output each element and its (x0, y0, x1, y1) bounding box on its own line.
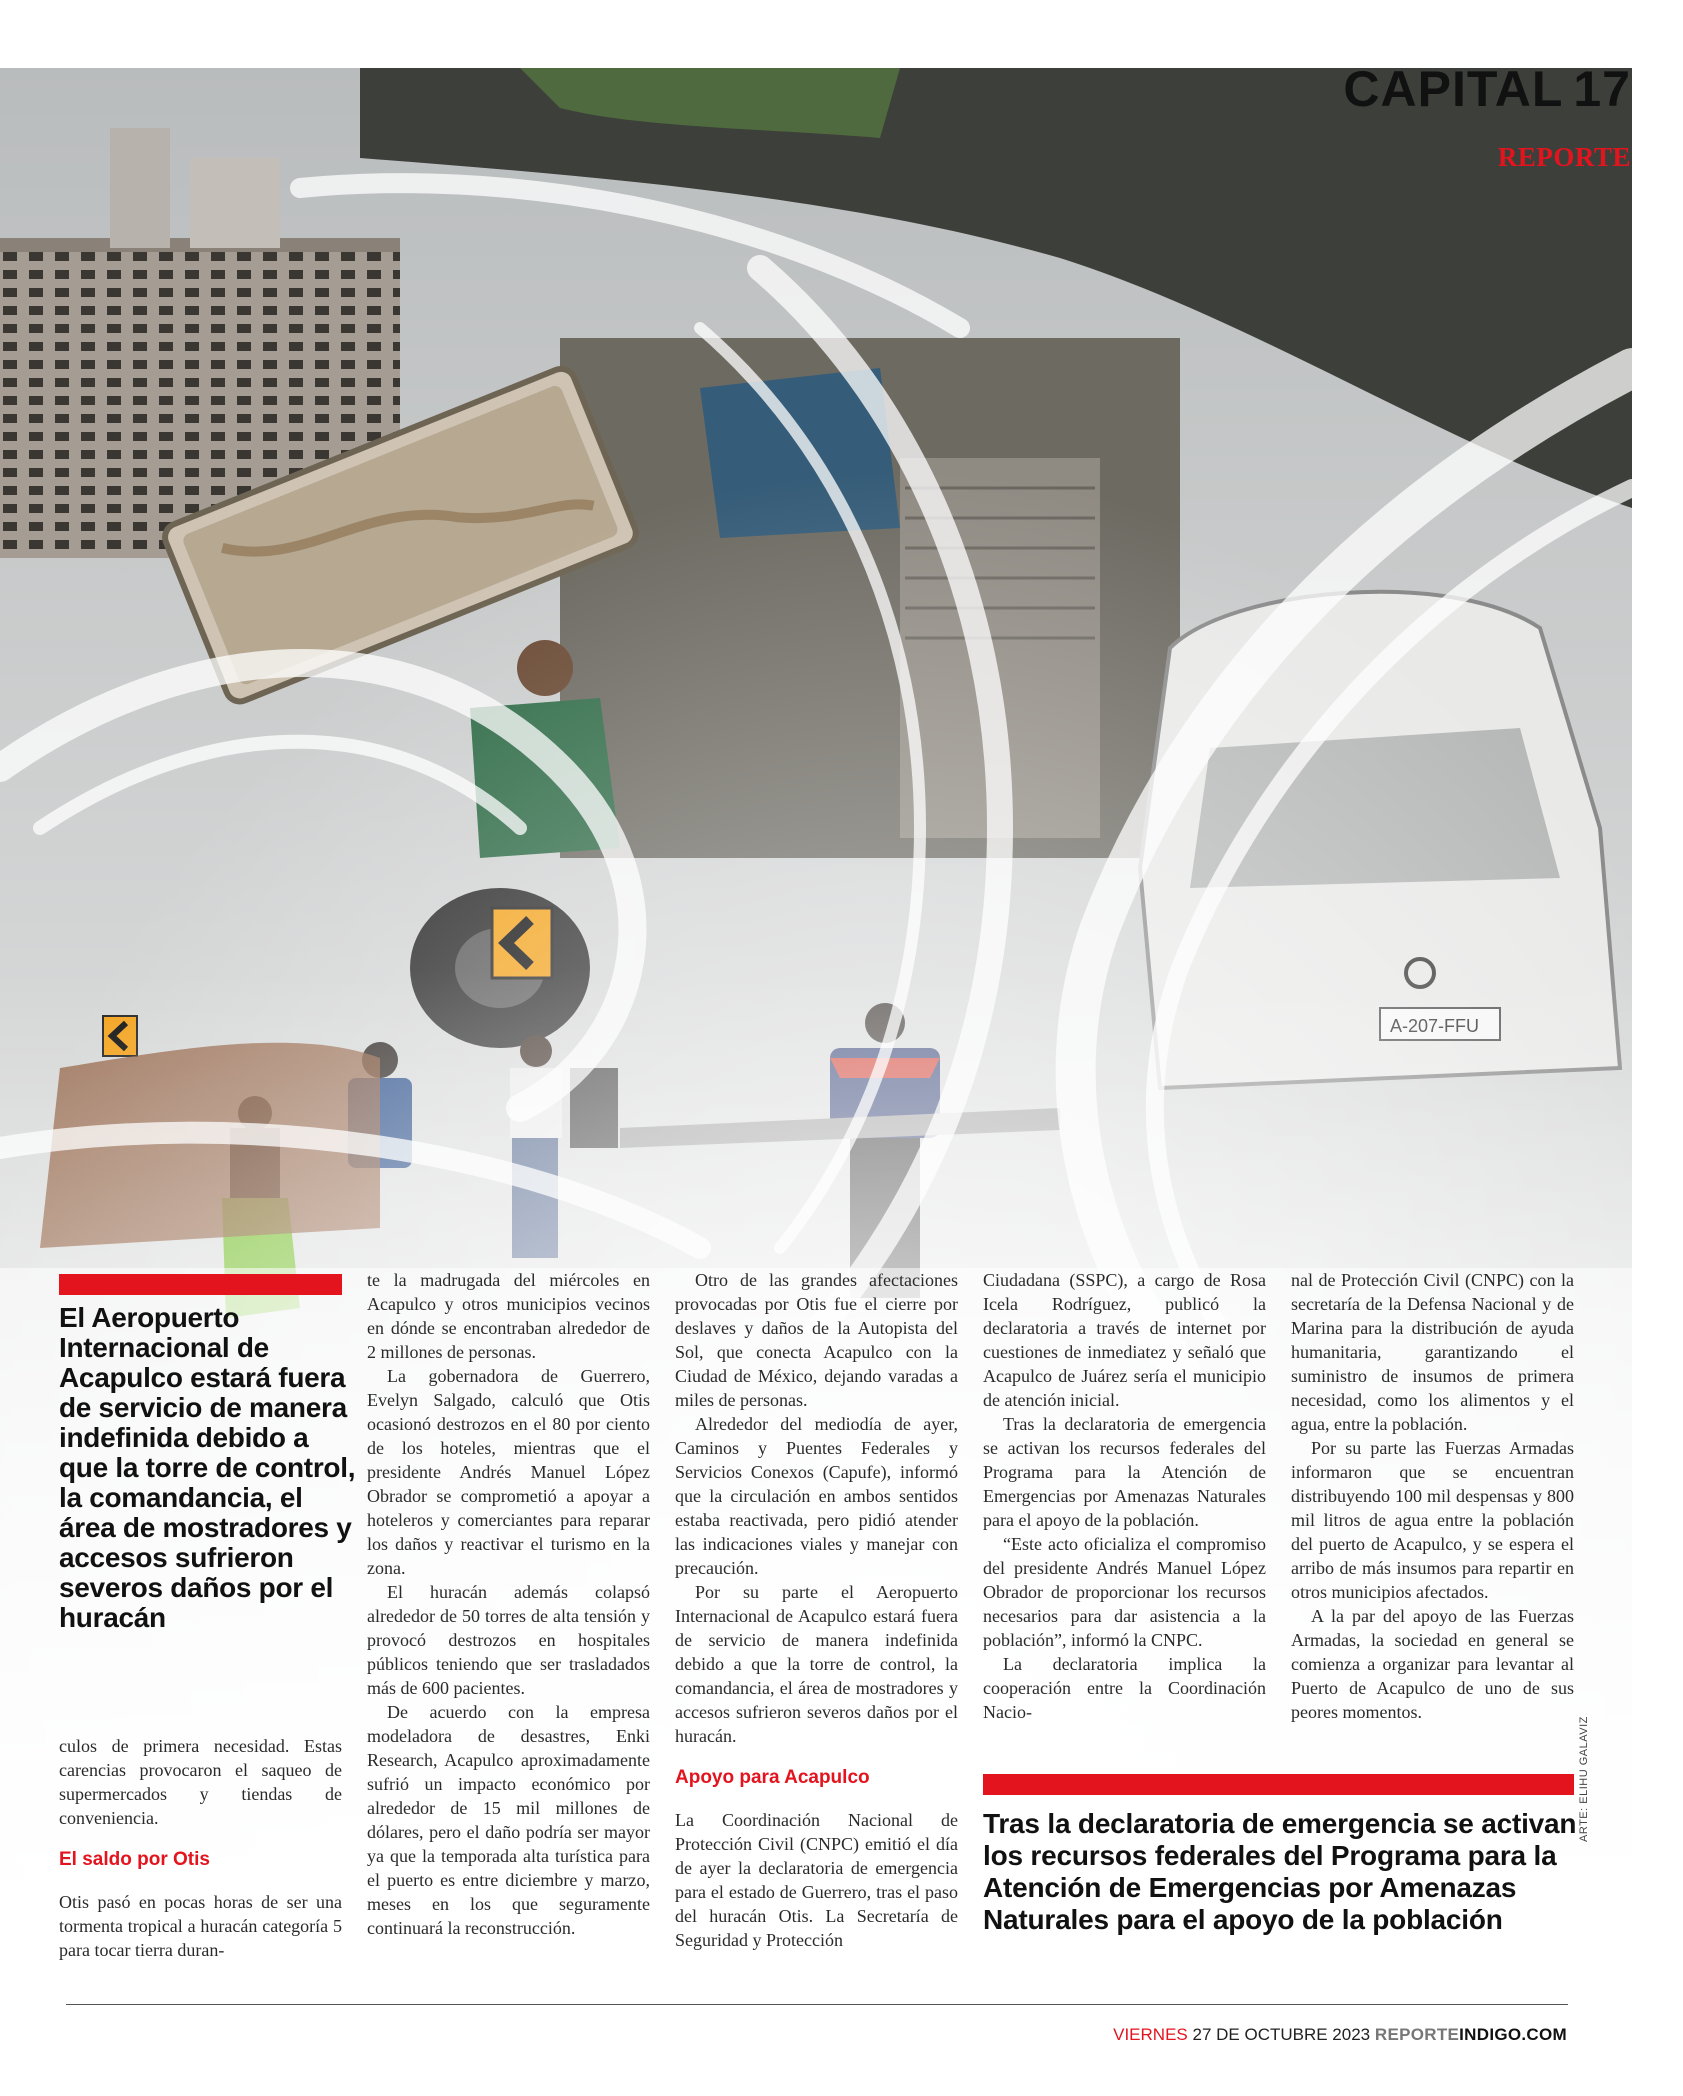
col3-paragraph-3: Por su parte el Aeropuerto Internacional de Acapulco estará fuera de servicio de manera indefinida debido a que la torre de control, la comandancia, el área de mostradores y accesos sufrieron severos daños por el huracán. (675, 1582, 958, 1746)
col2-paragraph-1: La gobernadora de Guerrero, Evelyn Salgado, calculó que Otis ocasionó destrozos en el 80 por ciento de los hoteles, mientras que el presidente Andrés Manuel López Obrador se comprometió a apoyar a hoteleros y comerciantes para reparar los daños y reactivar el turismo en la zona. (367, 1366, 650, 1578)
footer-brand-a: REPORTE (1374, 2025, 1460, 2044)
col3-paragraph-4: La Coordinación Nacional de Protección Civil (CNPC) emitió el día de ayer la declaratoria de emergencia para el estado de Guerrero, tras el paso del huracán Otis. La Secretaría de Seguridad y Protección (675, 1810, 958, 1950)
section-header (1343, 61, 1631, 117)
section-name: CAPITAL (1343, 61, 1564, 117)
main-pullquote: El Aeropuerto Internacional de Acapulco estará fuera de servicio de manera indefinida debido a que la torre de control, la comandancia, el área de mostradores y accesos sufrieron severos daños por el huracán (59, 1302, 356, 1633)
col1-continuation: culos de primera necesidad. Estas carencias provocaron el saqueo de supermercados y tiendas de conveniencia. (59, 1736, 342, 1828)
col2-paragraph-3: De acuerdo con la empresa modeladora de desastres, Enki Research, Acapulco aproximadamente sufrió un impacto económico por alrededor de 15 mil millones de dólares, pero el daño podría ser mayor ya que la temporada alta turística para el puerto es entre diciembre y marzo, meses en los que seguramente continuará la reconstrucción. (367, 1702, 650, 1938)
subhead-el-saldo: El saldo por Otis (59, 1849, 210, 1870)
column-5 (1291, 1268, 1574, 1724)
col1-paragraph: Otis pasó en pocas horas de ser una tormenta tropical a huracán categoría 5 para tocar tierra duran- (59, 1892, 342, 1960)
column-1 (59, 1734, 342, 1962)
col3-paragraph-2: Alrededor del mediodía de ayer, Caminos y Puentes Federales y Servicios Conexos (Capufe), informó que la circulación en ambos sentidos estaba reactivada, pero pidió atender las indicaciones viales y manejar con precaución. (675, 1414, 958, 1578)
col2-continuation: te la madrugada del miércoles en Acapulco y otros municipios vecinos en dónde se encontraban alrededor de 2 millones de personas. (367, 1270, 650, 1362)
col5-paragraph-1: Por su parte las Fuerzas Armadas informaron que se encuentran distribuyendo 100 mil despensas y 800 mil litros de agua entre la población del puerto de Acapulco, y se espera el arribo de más insumos para repartir en otros municipios afectados. (1291, 1438, 1574, 1602)
page-number: 17 (1573, 61, 1631, 117)
art-credit: ARTE: ELIHU GALAVIZ (1578, 1716, 1590, 1842)
footer-day: VIERNES (1113, 2025, 1188, 2044)
column-3 (675, 1268, 958, 1952)
col5-paragraph-2: A la par del apoyo de las Fuerzas Armadas, la sociedad en general se comienza a organizar para levantar al Puerto de Acapulco de uno de sus peores momentos. (1291, 1606, 1574, 1722)
column-4 (983, 1268, 1266, 1724)
col4-continuation: Ciudadana (SSPC), a cargo de Rosa Icela Rodríguez, publicó la declaratoria a través de internet por cuestiones de inmediatez y señaló que Acapulco de Juárez sería el municipio de atención inicial. (983, 1270, 1266, 1410)
col4-paragraph-3: La declaratoria implica la cooperación entre la Coordinación Nacio- (983, 1654, 1266, 1722)
col4-paragraph-2: “Este acto oficializa el compromiso del presidente Andrés Manuel López Obrador de proporcionar los recursos necesarios para dar asistencia a la población”, informó la CNPC. (983, 1534, 1266, 1650)
col5-continuation: nal de Protección Civil (CNPC) con la secretaría de la Defensa Nacional y de Marina para la distribución de ayuda humanitaria, garantizando el suministro de insumos de primera necesidad, como los alimentos y el agua, entre la población. (1291, 1270, 1574, 1434)
secondary-pullquote: Tras la declaratoria de emergencia se activan los recursos federales del Programa para la Atención de Emergencias por Amenazas Naturales para el apoyo de la población (983, 1808, 1577, 1935)
col2-paragraph-2: El huracán además colapsó alrededor de 50 torres de alta tensión y provocó destrozos en hospitales públicos teniendo que ser trasladados más de 600 pacientes. (367, 1582, 650, 1698)
section-kicker: REPORTE (1497, 142, 1631, 172)
pullquote-red-bar (59, 1274, 342, 1295)
col3-paragraph-1: Otro de las grandes afectaciones provocadas por Otis fue el cierre por deslaves y daños de la Autopista del Sol, que conecta Acapulco con la Ciudad de México, dejando varadas a miles de personas. (675, 1270, 958, 1410)
column-2 (367, 1268, 650, 1940)
footer-brand (1375, 2025, 1567, 2044)
footer-rule (66, 2004, 1568, 2005)
subhead-apoyo: Apoyo para Acapulco (675, 1767, 870, 1788)
col4-paragraph-1: Tras la declaratoria de emergencia se activan los recursos federales del Programa para la Atención de Emergencias por Amenazas Naturales para el apoyo de la población. (983, 1414, 1266, 1530)
secondary-pullquote-red-bar (983, 1774, 1574, 1795)
footer (1113, 2025, 1567, 2045)
footer-date: 27 DE OCTUBRE 2023 (1192, 2025, 1371, 2044)
footer-brand-b: INDIGO.COM (1459, 2025, 1567, 2044)
